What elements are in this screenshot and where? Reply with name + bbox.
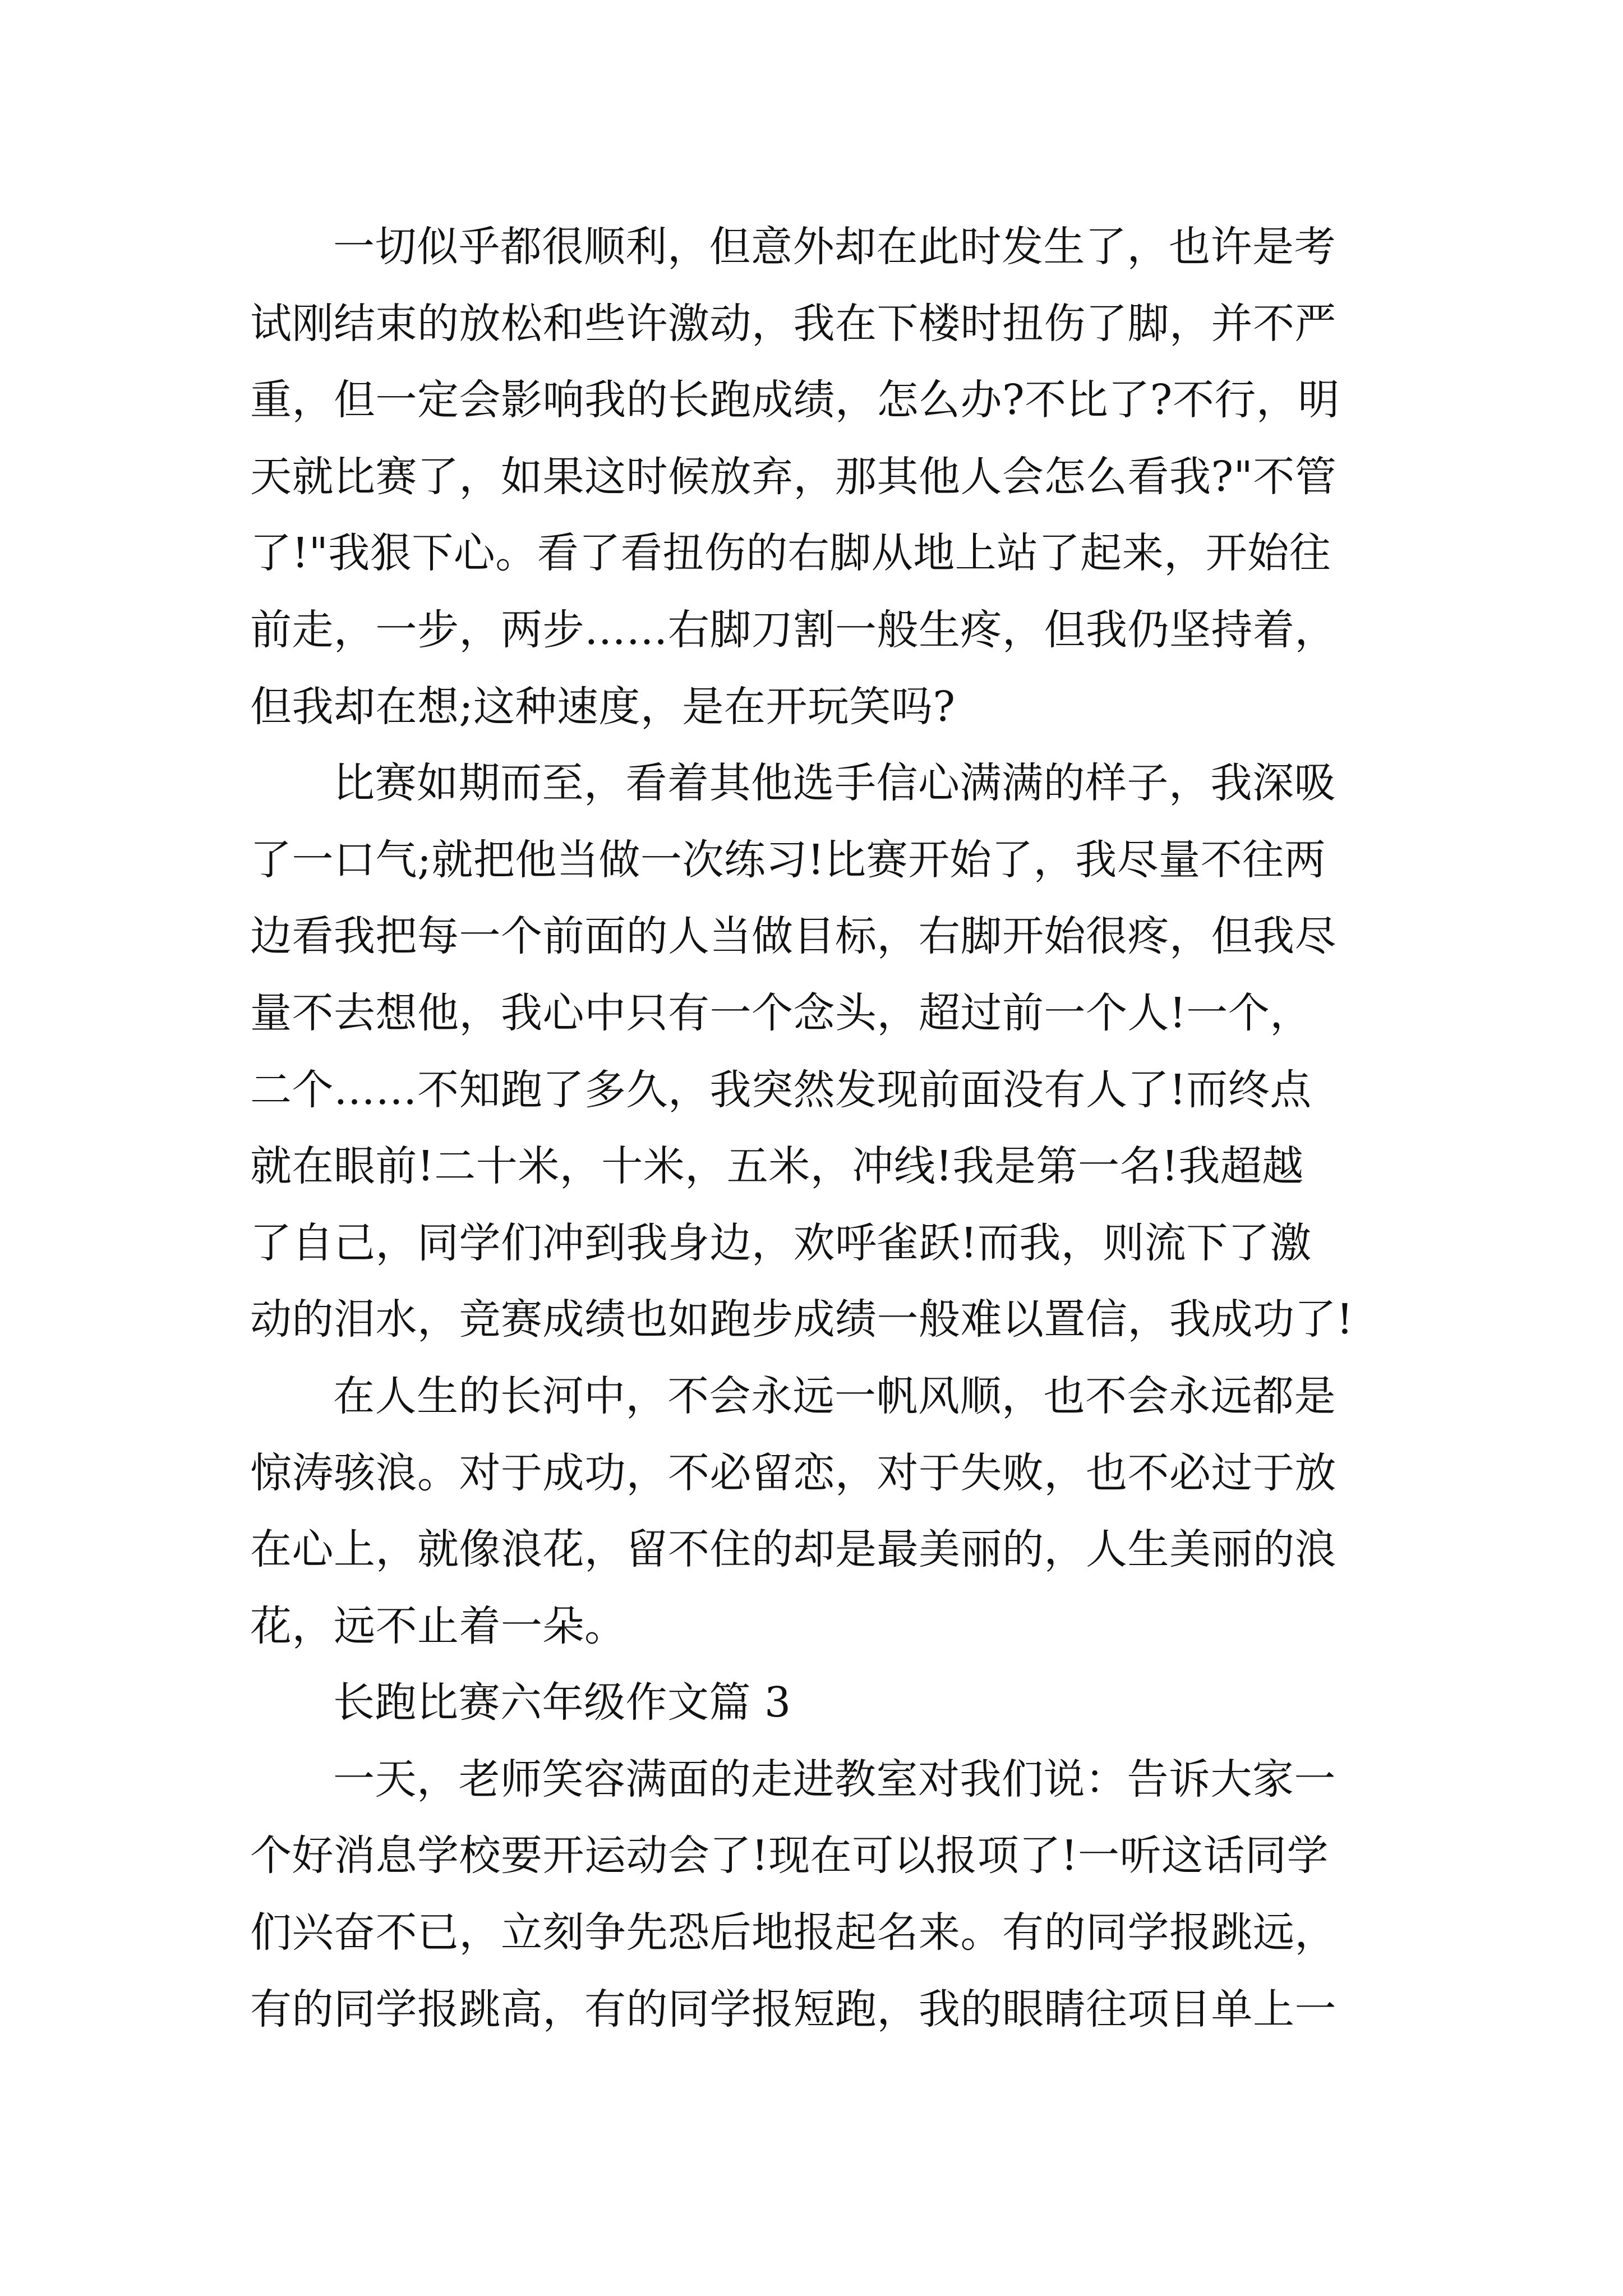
- text-line: 了自己，同学们冲到我身边，欢呼雀跃!而我，则流下了激: [250, 1218, 1312, 1267]
- text-line: 但我却在想;这种速度，是在开玩笑吗?: [250, 682, 956, 731]
- text-line: 一切似乎都很顺利，但意外却在此时发生了，也许是考: [333, 223, 1336, 271]
- text-line: 就在眼前!二十米，十米，五米，冲线!我是第一名!我超越: [250, 1142, 1304, 1191]
- text-line: 二个……不知跑了多久，我突然发现前面没有人了!而终点: [250, 1065, 1312, 1114]
- text-line: 一天，老师笑容满面的走进教室对我们说：告诉大家一: [333, 1755, 1336, 1803]
- text-line: 边看我把每一个前面的人当做目标，右脚开始很疼，但我尽: [250, 912, 1336, 961]
- text-line: 在心上，就像浪花，留不住的却是最美丽的，人生美丽的浪: [250, 1525, 1336, 1574]
- document-body: [250, 209, 1394, 2047]
- text-line: 了!"我狠下心。看了看扭伤的右脚从地上站了起来，开始往: [250, 529, 1331, 578]
- text-line: 试刚结束的放松和些许激动，我在下楼时扭伤了脚，并不严: [250, 299, 1336, 348]
- text-line: 前走，一步，两步……右脚刀割一般生疼，但我仍坚持着，: [250, 605, 1336, 654]
- text-line: 们兴奋不已，立刻争先恐后地报起名来。有的同学报跳远，: [250, 1908, 1336, 1957]
- text-line: 花，远不止着一朵。: [250, 1602, 626, 1650]
- text-line: 动的泪水，竞赛成绩也如跑步成绩一般难以置信，我成功了!: [250, 1295, 1354, 1344]
- text-line: 量不去想他，我心中只有一个念头，超过前一个人!一个，: [250, 988, 1312, 1037]
- text-line: 在人生的长河中，不会永远一帆风顺，也不会永远都是: [333, 1372, 1336, 1420]
- text-line: 了一口气;就把他当做一次练习!比赛开始了，我尽量不往两: [250, 835, 1326, 884]
- text-line: 天就比赛了，如果这时候放弃，那其他人会怎么看我?"不管: [250, 452, 1337, 501]
- text-line: 有的同学报跳高，有的同学报短跑，我的眼睛往项目单上一: [250, 1985, 1336, 2033]
- text-line: 个好消息学校要开运动会了!现在可以报项了!一听这话同学: [250, 1832, 1329, 1880]
- text-line: 惊涛骇浪。对于成功，不必留恋，对于失败，也不必过于放: [250, 1448, 1336, 1497]
- text-line: 重，但一定会影响我的长跑成绩，怎么办?不比了?不行，明: [250, 376, 1340, 425]
- section-heading: 长跑比赛六年级作文篇 3: [333, 1678, 791, 1727]
- text-line: 比赛如期而至，看着其他选手信心满满的样子，我深吸: [333, 759, 1336, 808]
